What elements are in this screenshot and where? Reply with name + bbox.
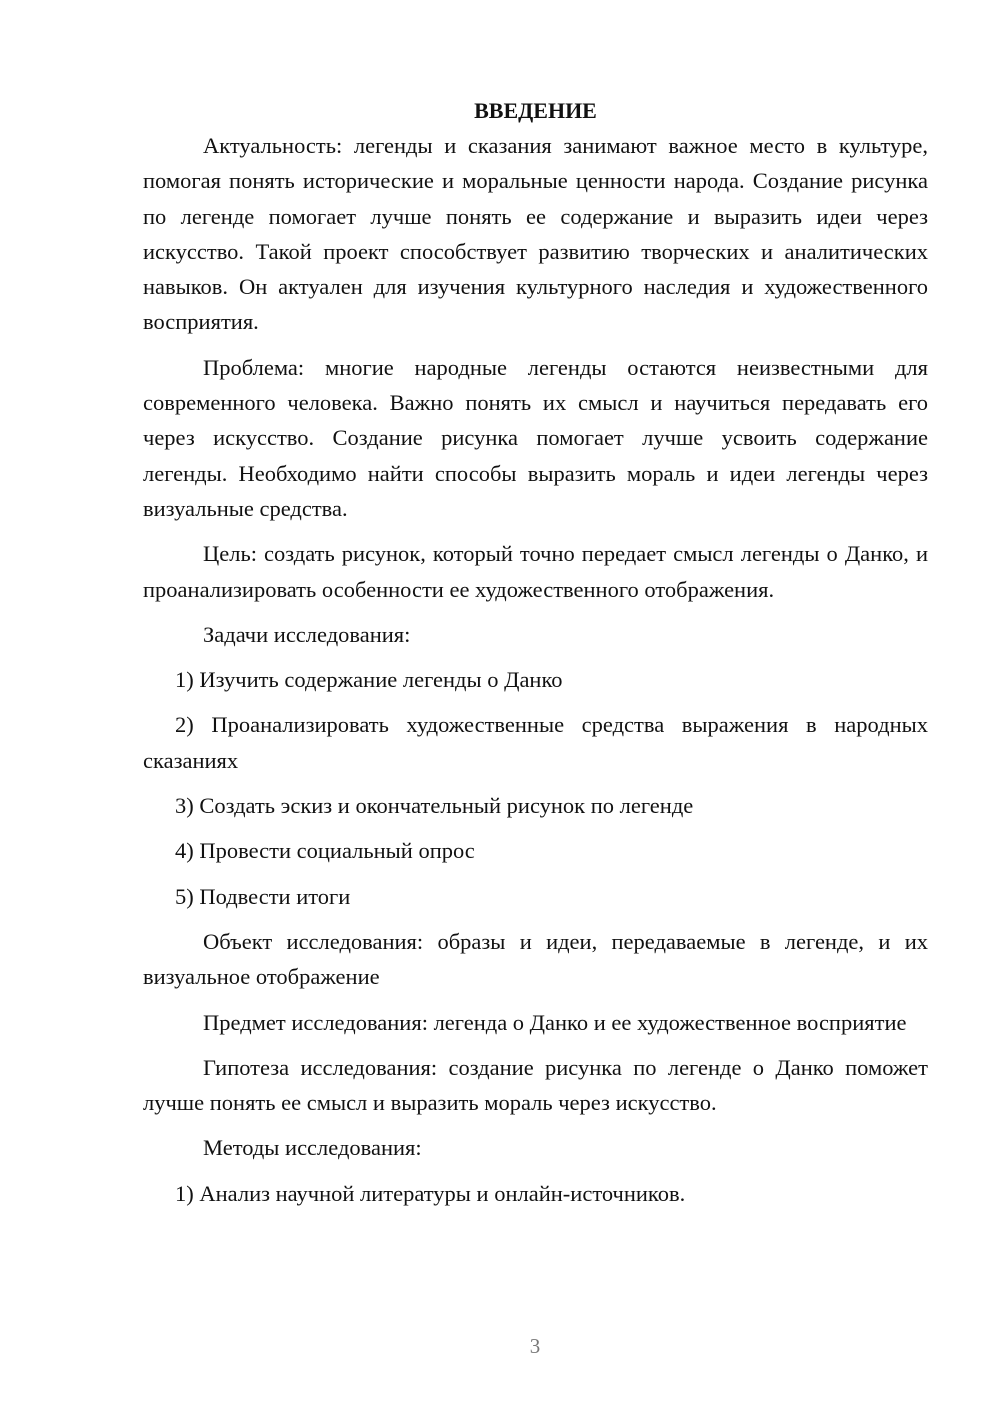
- tasks-heading: Задачи исследования:: [203, 621, 411, 647]
- task-item: 1) Изучить содержание легенды о Данко: [175, 667, 563, 693]
- problem-paragraph: Проблема: многие народные легенды остаются неизвестными для современного человека. Важно понять их смысл и научиться передавать его через искусство. Создание рисунка помогает лучше усвоить содержание легенды. Необходимо найти способы выразить мораль и идеи легенды через визуальные средства.: [143, 354, 928, 521]
- task-item: 5) Подвести итоги: [175, 883, 351, 909]
- goal-paragraph: Цель: создать рисунок, который точно передает смысл легенды о Данко, и проанализировать особенности ее художественного отображения.: [143, 541, 928, 602]
- hypothesis-paragraph: Гипотеза исследования: создание рисунка по легенде о Данко поможет лучше понять ее смысл и выразить мораль через искусство.: [143, 1054, 928, 1116]
- method-item: 1) Анализ научной литературы и онлайн-источников.: [175, 1180, 686, 1206]
- relevance-paragraph: Актуальность: легенды и сказания занимают важное место в культуре, помогая понять исторические и моральные ценности народа. Создание рисунка по легенде помогает лучше понять ее содержание и выразить идеи через искусство. Такой проект способствует развитию творческих и аналитических навыков. Он актуален для изучения культурного наследия и художественного восприятия.: [143, 133, 928, 335]
- section-title: ВВЕДЕНИЕ: [474, 98, 597, 123]
- document-page: [143, 93, 928, 1221]
- object-paragraph: Объект исследования: образы и идеи, передаваемые в легенде, и их визуальное отображение: [143, 928, 928, 990]
- task-item: 2) Проанализировать художественные средства выражения в народных сказаниях: [143, 712, 928, 773]
- page-number: 3: [529, 1334, 541, 1358]
- subject-paragraph: Предмет исследования: легенда о Данко и ее художественное восприятие: [203, 1009, 907, 1035]
- task-item: 4) Провести социальный опрос: [175, 838, 475, 864]
- methods-heading: Методы исследования:: [203, 1135, 422, 1161]
- task-item: 3) Создать эскиз и окончательный рисунок по легенде: [175, 793, 694, 819]
